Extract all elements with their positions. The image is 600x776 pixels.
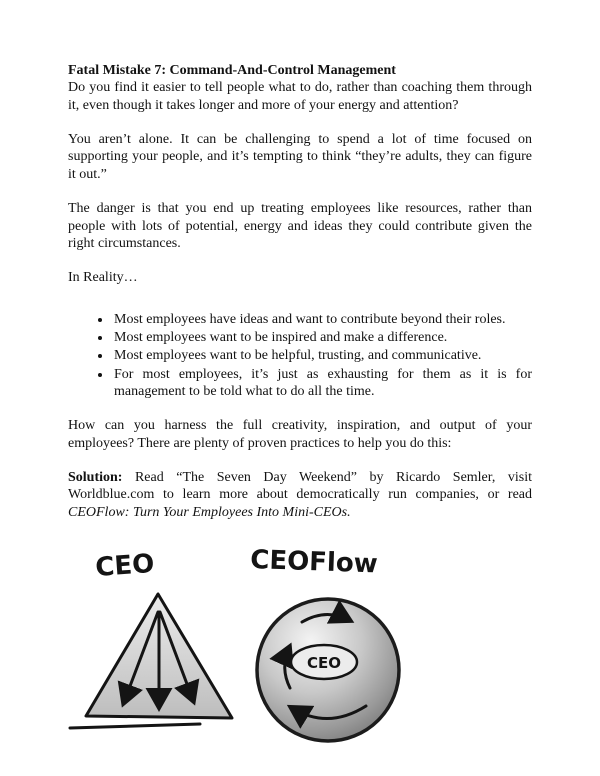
hand-drawn-illustration <box>66 538 532 753</box>
solution-text: Read “The Seven Day Weekend” by Ricardo Semler, visit Worldblue.com to learn more about democratically run companies, or read <box>68 470 532 503</box>
solution-book-title: CEOFlow: Turn Your Employees Into Mini-CEOs. <box>68 504 351 520</box>
sphere-icon <box>257 599 399 741</box>
paragraph-danger: The danger is that you end up treating employees like resources, rather than people with lots of potential, energy and ideas they could contribute given the right circumstances. <box>68 201 532 251</box>
section-heading: Fatal Mistake 7: Command-And-Control Management <box>68 63 396 78</box>
sphere-center-label: CEO <box>306 654 342 673</box>
paragraph-not-alone: You aren’t alone. It can be challenging to spend a lot of time focused on supporting your people, and it’s tempting to think “they’re adults, they can figure it out.” <box>68 132 532 182</box>
ceo-vs-ceoflow-diagram <box>66 538 406 748</box>
solution-label: Solution: <box>68 470 123 486</box>
bullet-item: • Most employees want to be helpful, trusting, and communicative. <box>112 347 532 364</box>
paragraph-intro: Do you find it easier to tell people what to do, rather than coaching them through it, even though it takes longer and more of your energy and attention? <box>68 80 532 113</box>
paragraph-harness: How can you harness the full creativity, inspiration, and output of your employees? There are plenty of proven practices to help you do this: <box>68 418 532 451</box>
bullet-item: • Most employees have ideas and want to contribute beyond their roles. <box>112 311 532 328</box>
pyramid-label: CEO <box>94 549 156 584</box>
sphere-label: CEOFlow <box>249 545 379 580</box>
paragraph-in-reality: In Reality… <box>68 270 138 286</box>
bullet-list <box>68 311 532 401</box>
paragraph-solution <box>68 469 532 521</box>
bullet-item: • Most employees want to be inspired and make a difference. <box>112 329 532 346</box>
bullet-item: • For most employees, it’s just as exhausting for them as it is for management to be told what to do all the time. <box>112 366 532 401</box>
pyramid-icon <box>70 594 232 728</box>
